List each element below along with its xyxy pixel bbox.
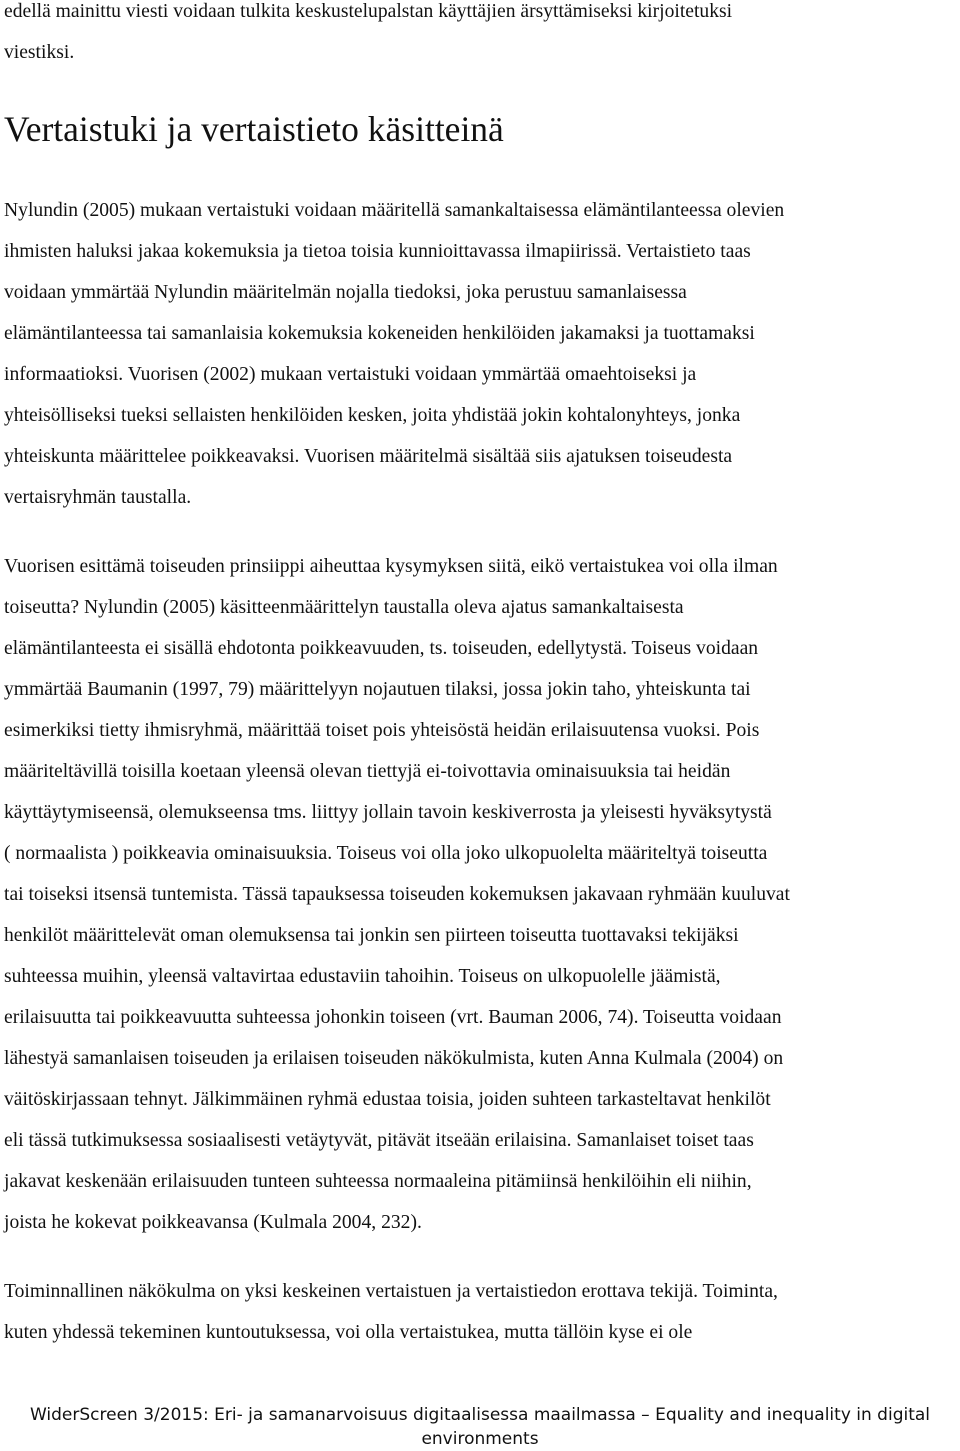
paragraph-2-line: tai toiseksi itsensä tuntemista. Tässä tapauksessa toiseuden kokemuksen jakavaan ryhmään kuuluvat (4, 884, 790, 905)
paragraph-2-line: lähestyä samanlaisen toiseuden ja erilaisen toiseuden näkökulmista, kuten Anna Kulmala (2004) on (4, 1048, 784, 1069)
paragraph-2-line: väitöskirjassaan tehnyt. Jälkimmäinen ryhmä edustaa toisia, joiden suhteen tarkasteltavat henkilöt (4, 1089, 771, 1110)
paragraph-2-line: jakavat keskenään erilaisuuden tunteen suhteessa normaaleina pitämiinsä henkilöihin eli niihin, (4, 1171, 752, 1192)
paragraph-1-line: voidaan ymmärtää Nylundin määritelmän nojalla tiedoksi, joka perustuu samanlaisessa (4, 282, 687, 303)
paragraph-1-line: informaatioksi. Vuorisen (2002) mukaan vertaistuki voidaan ymmärtää omaehtoiseksi ja (4, 364, 697, 385)
intro-line: viestiksi. (4, 42, 75, 63)
paragraph-2-line: joista he kokevat poikkeavansa (Kulmala 2004, 232). (4, 1212, 422, 1233)
paragraph-2-line: käyttäytymiseensä, olemukseensa tms. liittyy jollain tavoin keskiverrosta ja yleisesti hyväksytystä (4, 802, 772, 823)
paragraph-1-line: elämäntilanteessa tai samanlaisia kokemuksia kokeneiden henkilöiden jakamaksi ja tuottamaksi (4, 323, 755, 344)
paragraph-2-line: erilaisuutta tai poikkeavuutta suhteessa johonkin toiseen (vrt. Bauman 2006, 74). Toiseutta voidaan (4, 1007, 782, 1028)
paragraph-1-line: Nylundin (2005) mukaan vertaistuki voidaan määritellä samankaltaisessa elämäntilanteessa olevien (4, 200, 785, 221)
footer-line: environments (421, 1429, 539, 1449)
intro-line: edellä mainittu viesti voidaan tulkita keskustelupalstan käyttäjien ärsyttämiseksi kirjoitetuksi (4, 1, 733, 22)
paragraph-2-line: Vuorisen esittämä toiseuden prinsiippi aiheuttaa kysymyksen siitä, eikö vertaistukea voi olla ilman (4, 556, 778, 577)
paragraph-2-line: määriteltävillä toisilla koetaan yleensä olevan tiettyjä ei-toivottavia ominaisuuksia tai heidän (4, 761, 731, 782)
paragraph-2-line: henkilöt määrittelevät oman olemuksensa tai jonkin sen piirteen toiseutta tuottavaksi tekijäksi (4, 925, 739, 946)
footer-line: WiderScreen 3/2015: Eri- ja samanarvoisuus digitaalisessa maailmassa – Equality and inequality in digital (29, 1405, 931, 1425)
paragraph-1-line: vertaisryhmän taustalla. (4, 487, 192, 508)
paragraph-2-line: esimerkiksi tietty ihmisryhmä, määrittää toiset pois yhteisöstä heidän erilaisuutensa vuoksi. Pois (4, 720, 760, 741)
paragraph-2-line: toiseutta? Nylundin (2005) käsitteenmäärittelyn taustalla oleva ajatus samankaltaisesta (4, 597, 684, 618)
paragraph-2-line: eli tässä tutkimuksessa sosiaalisesti vetäytyvät, pitävät itseään erilaisina. Samanlaiset toiset taas (4, 1130, 754, 1151)
document-page (4, 0, 954, 1451)
paragraph-2-line: ( normaalista ) poikkeavia ominaisuuksia. Toiseus voi olla joko ulkopuolelta määriteltyä toiseutta (4, 843, 768, 864)
paragraph-1-line: yhteiskunta määrittelee poikkeavaksi. Vuorisen määritelmä sisältää siis ajatuksen toiseudesta (4, 446, 733, 467)
paragraph-1-line: yhteisölliseksi tueksi sellaisten henkilöiden kesken, joita yhdistää jokin kohtalonyhteys, jonka (4, 405, 741, 426)
section-heading: Vertaistuki ja vertaistieto käsitteinä (4, 109, 504, 149)
paragraph-2-line: elämäntilanteesta ei sisällä ehdotonta poikkeavuuden, ts. toiseuden, edellytystä. Toiseus voidaan (4, 638, 759, 659)
paragraph-2-line: ymmärtää Baumanin (1997, 79) määrittelyyn nojautuen tilaksi, jossa jokin taho, yhteiskunta tai (4, 679, 751, 700)
paragraph-3-line: kuten yhdessä tekeminen kuntoutuksessa, voi olla vertaistukea, mutta tällöin kyse ei ole (4, 1322, 693, 1343)
paragraph-3-line: Toiminnallinen näkökulma on yksi keskeinen vertaistuen ja vertaistiedon erottava tekijä. Toiminta, (4, 1281, 778, 1302)
paragraph-2-line: suhteessa muihin, yleensä valtavirtaa edustaviin tahoihin. Toiseus on ulkopuolelle jäämistä, (4, 966, 721, 987)
paragraph-1-line: ihmisten haluksi jakaa kokemuksia ja tietoa toisia kunnioittavassa ilmapiirissä. Vertaistieto taas (4, 241, 751, 262)
